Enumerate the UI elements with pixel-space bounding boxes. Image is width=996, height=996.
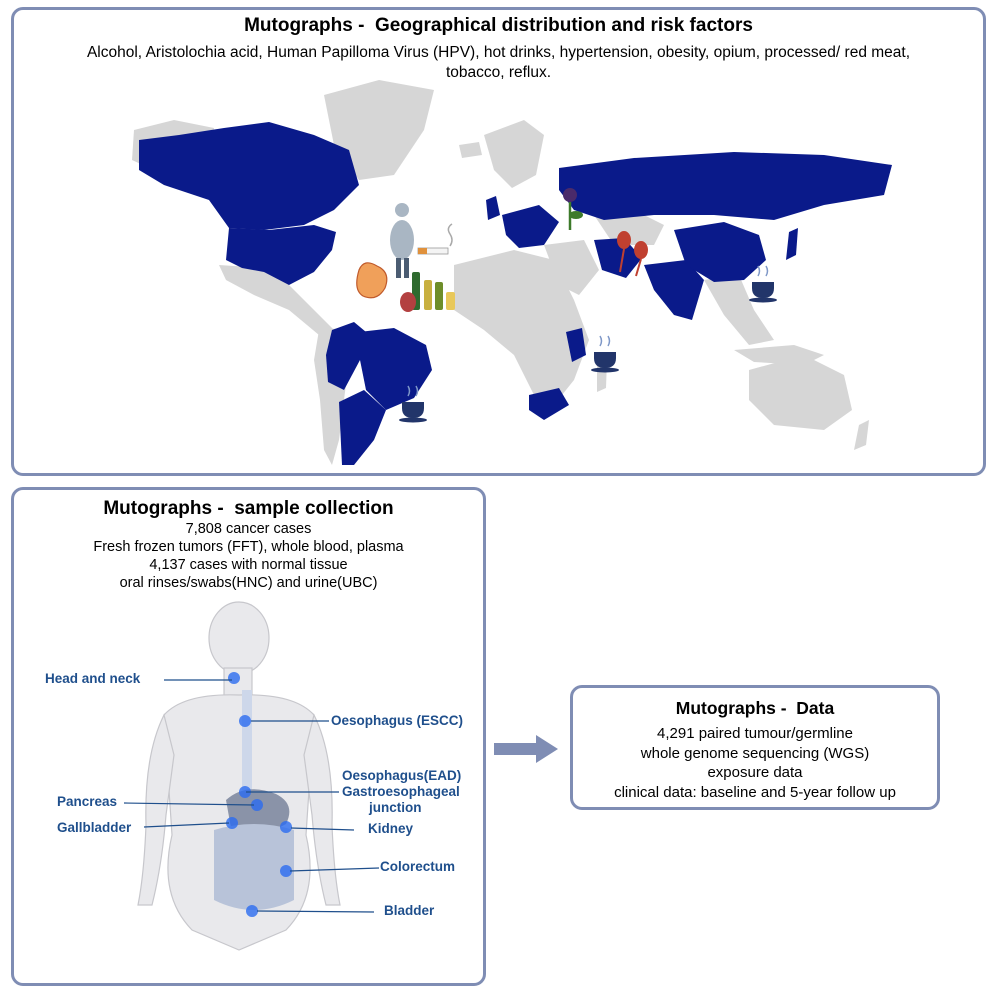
country-japan (786, 228, 798, 260)
data-panel (570, 685, 940, 810)
country-russia (559, 152, 892, 220)
label-oesophagus-ead: Oesophagus(EAD) (342, 768, 462, 783)
data-line: whole genome sequencing (WGS) (640, 744, 870, 762)
sample-line: 7,808 cancer cases (185, 521, 312, 537)
marker-oesophagus-escc (239, 715, 251, 727)
label-gastroesophageal: Gastroesophageal (342, 784, 460, 799)
land-scandinavia (484, 120, 544, 188)
label-pancreas: Pancreas (57, 794, 118, 809)
data-line: clinical data: baseline and 5-year follow up (614, 783, 896, 801)
label-gallbladder: Gallbladder (57, 820, 132, 835)
sample-panel-title: Mutographs - sample collection (103, 498, 394, 519)
land-iceland (459, 142, 482, 158)
sample-collection-panel (11, 487, 486, 986)
sample-line: oral rinses/swabs(HNC) and urine(UBC) (119, 575, 378, 591)
marker-kidney (280, 821, 292, 833)
risk-factors-list: Alcohol, Aristolochia acid, Human Papilloma Virus (HPV), hot drinks, hypertension, obesity, opium, processed/ red meat, tobacco, reflux. (86, 44, 911, 81)
data-line: exposure data (707, 764, 803, 781)
meat-icon (400, 292, 416, 312)
cigarette-icon (418, 224, 452, 254)
country-uk (486, 196, 500, 220)
sample-line: Fresh frozen tumors (FFT), whole blood, plasma (93, 539, 404, 555)
sample-collection-details (14, 520, 483, 592)
label-bladder: Bladder (384, 903, 435, 918)
country-canada (139, 122, 359, 230)
label-kidney: Kidney (368, 821, 414, 836)
map-panel-title: Mutographs - Geographical distribution and risk factors (244, 15, 753, 36)
person-obesity-icon (390, 203, 414, 278)
head-shape (209, 602, 269, 674)
stomach-reflux-icon (357, 263, 387, 298)
alcohol-bottles-icon (412, 272, 455, 310)
label-junction: junction (369, 800, 422, 815)
marker-bladder (246, 905, 258, 917)
label-head-and-neck: Head and neck (45, 671, 141, 686)
geography-panel (11, 7, 986, 476)
hot-drink-cup-icon (591, 336, 619, 373)
land-australia (749, 355, 852, 430)
label-colorectum: Colorectum (380, 859, 456, 874)
flow-arrow-icon (492, 733, 562, 765)
land-new-zealand (854, 420, 869, 450)
marker-head-neck (228, 672, 240, 684)
data-panel-title: Mutographs - Data (675, 698, 835, 718)
label-oesophagus-escc: Oesophagus (ESCC) (331, 713, 464, 728)
data-line: 4,291 paired tumour/germline (657, 725, 853, 742)
country-europe-west (502, 205, 559, 248)
sample-line: 4,137 cases with normal tissue (149, 557, 348, 573)
data-details (573, 724, 937, 802)
